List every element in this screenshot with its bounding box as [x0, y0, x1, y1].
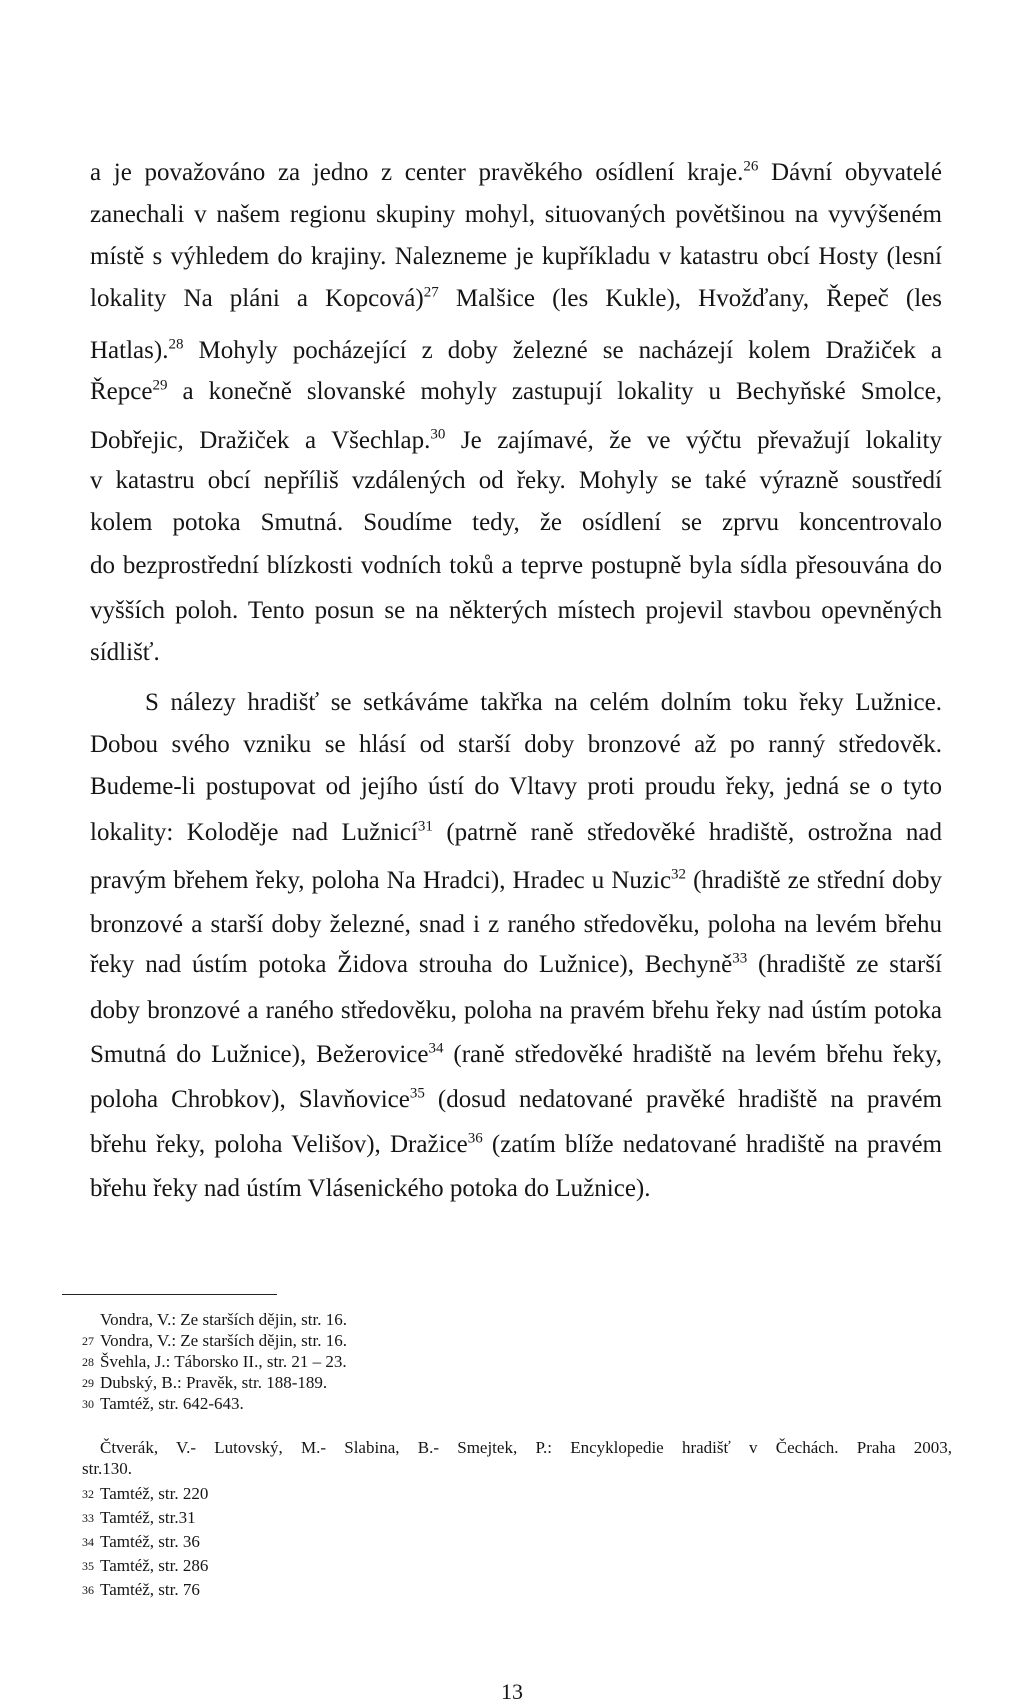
body-line-3: místě s výhledem do krajiny. Nalezneme je kupříkladu v katastru obcí Hosty (lesní	[90, 243, 942, 270]
footnote-separator	[62, 1294, 277, 1295]
body-line-23: břehu řeky, poloha Velišov), Dražice$^{36}$ (zatím blíže nedatované hradiště na pravém	[90, 1130, 942, 1158]
body-line-2: zanechali v našem regionu skupiny mohyl, situovaných povětšinou na vyvýšeném	[90, 201, 942, 228]
footnote-28: 28 Švehla, J.: Táborsko II., str. 21 – 23.	[82, 1352, 347, 1371]
body-line-7: Dobřejic, Dražiček a Všechlap.$^{30}$ Je zajímavé, že ve výčtu převažují lokality	[90, 426, 943, 454]
footnote-31-continued: str.130.	[82, 1459, 133, 1478]
footnote-ref-29: 29	[152, 377, 168, 394]
footnote-33: 33 Tamtéž, str.31	[82, 1508, 196, 1527]
body-line-13: S nálezy hradišť se setkáváme takřka na celém dolním toku řeky Lužnice.	[145, 689, 942, 716]
footnote-29: 29 Dubský, B.: Pravěk, str. 188-189.	[82, 1373, 328, 1392]
body-line-15: Budeme-li postupovat od jejího ústí do Vltavy proti proudu řeky, jedná se o tyto	[90, 773, 942, 800]
footnote-ref-26: 26	[743, 158, 759, 175]
body-line-9: kolem potoka Smutná. Soudíme tedy, že osídlení se zprvu koncentrovalo	[90, 509, 942, 536]
footnote-ref-28: 28	[168, 336, 184, 353]
body-line-22: poloha Chrobkov), Slavňovice$^{35}$ (dosud nedatované pravěké hradiště na pravém	[90, 1085, 943, 1113]
body-line-6: Řepce$^{29}$ a konečně slovanské mohyly zastupují lokality u Bechyňské Smolce,	[90, 377, 942, 405]
body-line-4: lokality Na pláni a Kopcová)$^{27}$ Malšice (les Kukle), Hvožďany, Řepeč (les	[90, 284, 942, 312]
footnote-34: 34 Tamtéž, str. 36	[82, 1532, 200, 1551]
footnote-ref-35: 35	[409, 1085, 425, 1102]
footnote-ref-33: 33	[732, 950, 748, 967]
footnote-ref-27: 27	[423, 284, 439, 301]
body-line-1: a je považováno za jedno z center pravěkého osídlení kraje.$^{26}$ Dávní obyvatelé	[90, 158, 942, 186]
body-line-18: bronzové a starší doby železné, snad i z raného středověku, poloha na levém břehu	[90, 911, 942, 938]
body-line-12: sídlišť.	[90, 639, 160, 666]
footnote-30: 30 Tamtéž, str. 642-643.	[82, 1394, 244, 1413]
body-line-11: vyšších poloh. Tento posun se na některých místech projevil stavbou opevněných	[90, 597, 942, 624]
footnote-32: 32 Tamtéž, str. 220	[82, 1484, 209, 1503]
body-line-10: do bezprostřední blízkosti vodních toků a teprve postupně byla sídla přesouvána do	[90, 552, 942, 579]
footnote-ref-30: 30	[430, 426, 446, 443]
footnote-ref-32: 32	[671, 866, 687, 883]
footnote-ref-31: 31	[417, 818, 433, 835]
body-line-20: doby bronzové a raného středověku, poloha na pravém břehu řeky nad ústím potoka	[90, 997, 942, 1024]
footnote-ref-36: 36	[467, 1130, 483, 1147]
body-line-14: Dobou svého vzniku se hlásí od starší doby bronzové až po ranný středověk.	[90, 731, 942, 758]
footnote-35: 35 Tamtéž, str. 286	[82, 1556, 209, 1575]
footnote-ref-34: 34	[428, 1040, 444, 1057]
body-line-8: v katastru obcí nepříliš vzdálených od řeky. Mohyly se také výrazně soustředí	[90, 467, 942, 494]
body-line-21: Smutná do Lužnice), Bežerovice$^{34}$ (raně středověké hradiště na levém břehu řeky,	[90, 1040, 943, 1068]
footnote-27: 27 Vondra, V.: Ze starších dějin, str. 16.	[82, 1331, 347, 1350]
body-line-24: břehu řeky nad ústím Vlásenického potoka do Lužnice).	[90, 1175, 651, 1202]
body-line-5: Hatlas).$^{28}$ Mohyly pocházející z doby železné se nacházejí kolem Dražiček a	[90, 336, 942, 364]
footnote-26: Vondra, V.: Ze starších dějin, str. 16.	[100, 1310, 347, 1329]
body-line-19: řeky nad ústím potoka Židova strouha do Lužnice), Bechyně$^{33}$ (hradiště ze starší	[90, 950, 942, 978]
footnote-31: Čtverák, V.- Lutovský, M.- Slabina, B.- Smejtek, P.: Encyklopedie hradišť v Čechách. Praha 2003,	[100, 1438, 952, 1457]
page-number: 13	[501, 1679, 523, 1704]
body-line-17: pravým břehem řeky, poloha Na Hradci), Hradec u Nuzic$^{32}$ (hradiště ze střední doby	[90, 866, 942, 894]
footnote-36: 36 Tamtéž, str. 76	[82, 1580, 200, 1599]
body-line-16: lokality: Koloděje nad Lužnicí$^{31}$ (patrně raně středověké hradiště, ostrožna nad	[90, 818, 942, 846]
